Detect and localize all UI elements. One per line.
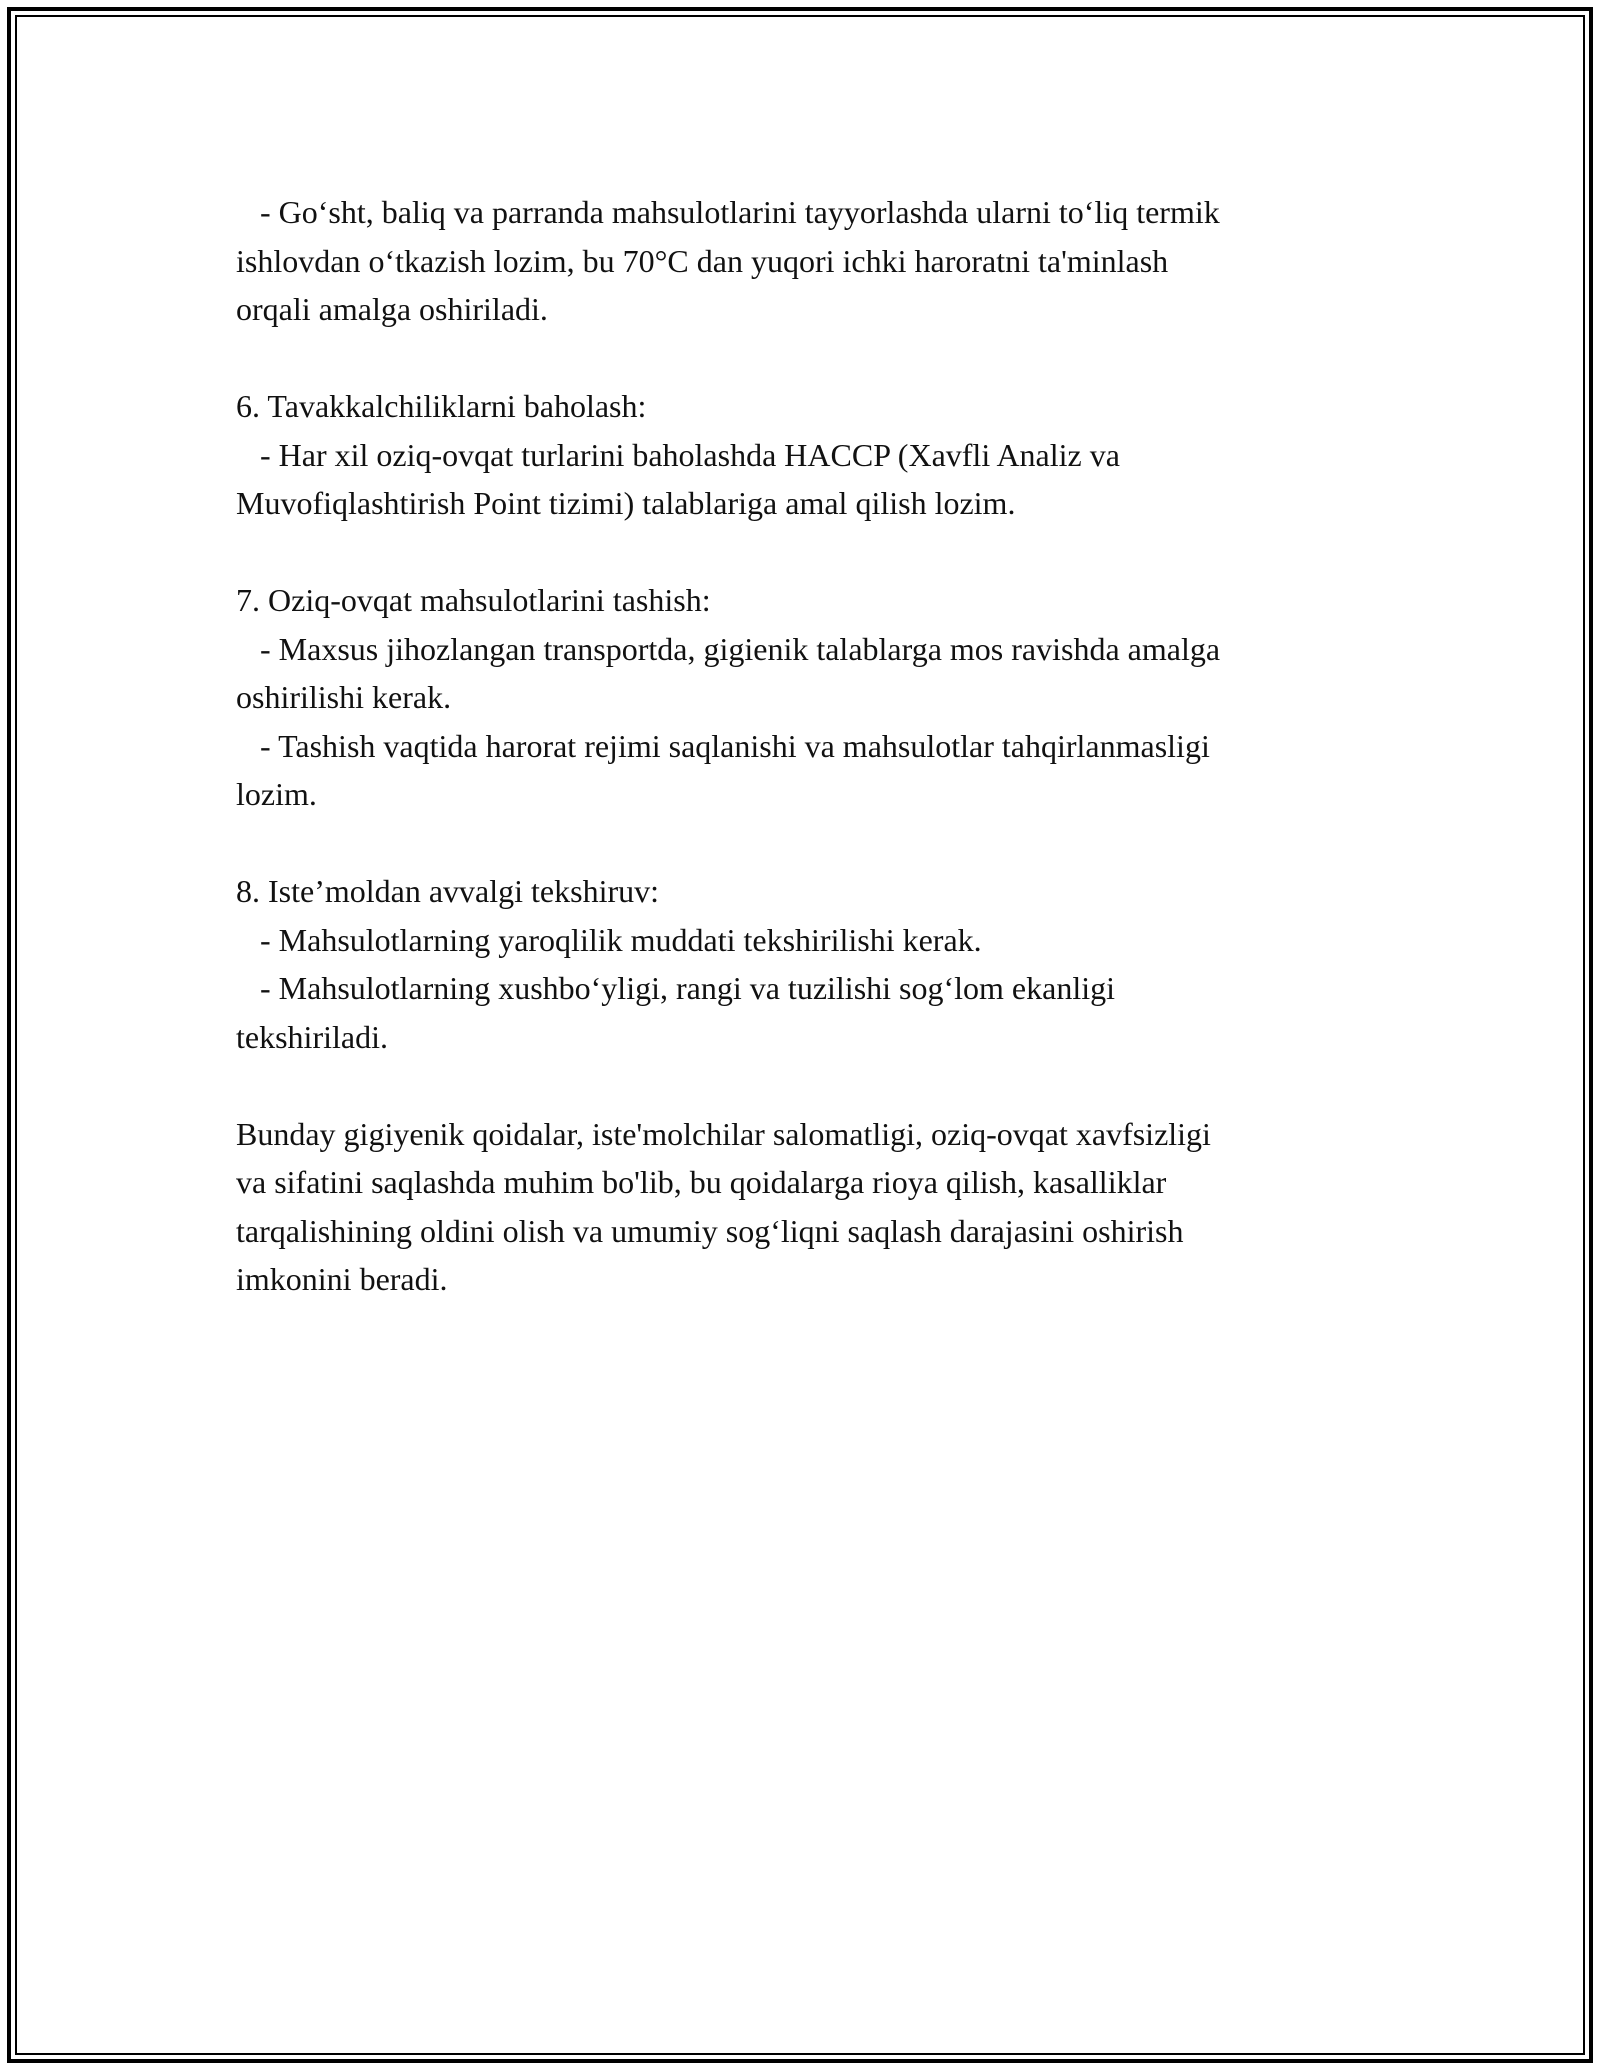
text-line: tarqalishining oldini olish va umumiy sog‘liqni saqlash darajasini oshirish: [236, 1212, 1184, 1249]
text-line: Muvofiqlashtirish Point tizimi) talablariga amal qilish lozim.: [236, 485, 1016, 521]
text-line: - Maxsus jihozlangan transportda, gigienik talablarga mos ravishda amalga: [236, 630, 1221, 667]
text-line: oshirilishi kerak.: [236, 679, 452, 715]
text-line: - Go‘sht, baliq va parranda mahsulotlarini tayyorlashda ularni to‘liq termik: [236, 194, 1220, 230]
text-line: - Mahsulotlarning xushbo‘yligi, rangi va tuzilishi sog‘lom ekanligi: [236, 970, 1115, 1006]
text-line: ishlovdan o‘tkazish lozim, bu 70°C dan yuqori ichki haroratni ta'minlash: [236, 242, 1169, 279]
section-heading: 7. Oziq-ovqat mahsulotlarini tashish:: [236, 582, 711, 618]
section-heading: 8. Iste’moldan avvalgi tekshiruv:: [236, 873, 660, 909]
text-line: Bunday gigiyenik qoidalar, iste'molchilar salomatligi, oziq-ovqat xavfsizligi: [236, 1115, 1211, 1152]
text-line: tekshiriladi.: [236, 1018, 388, 1055]
section-7-transport: [236, 576, 1376, 819]
paragraph-conclusion: [236, 1110, 1376, 1304]
text-line: - Tashish vaqtida harorat rejimi saqlanishi va mahsulotlar tahqirlanmasligi: [236, 727, 1210, 764]
section-heading: 6. Tavakkalchiliklarni baholash:: [236, 388, 647, 424]
document-body: [236, 188, 1376, 1352]
text-line: orqali amalga oshiriladi.: [236, 291, 548, 327]
text-line: va sifatini saqlashda muhim bo'lib, bu qoidalarga rioya qilish, kasalliklar: [236, 1164, 1167, 1200]
text-line: imkonini beradi.: [236, 1261, 448, 1297]
section-8-pre-consumption-check: [236, 867, 1376, 1061]
text-line: - Har xil oziq-ovqat turlarini baholashda HACCP (Xavfli Analiz va: [236, 436, 1120, 473]
paragraph-meat-processing: [236, 188, 1376, 334]
text-line: lozim.: [236, 776, 317, 812]
text-line: - Mahsulotlarning yaroqlilik muddati tekshirilishi kerak.: [236, 921, 982, 958]
section-6-risk-assessment: [236, 382, 1376, 528]
